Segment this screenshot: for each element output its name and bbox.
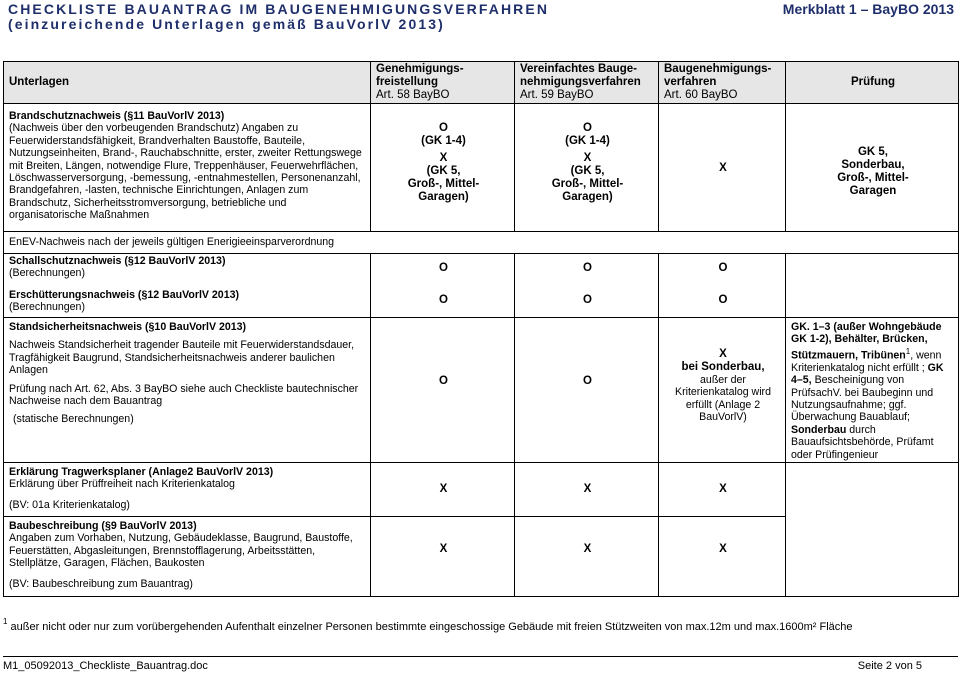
enev-description: EnEV-Nachweis nach der jeweils gültigen Enerigieeinsparverordnung <box>4 232 959 254</box>
schallschutz-baugenehmigung: O <box>659 254 786 288</box>
erschuetterung-freistellung: O <box>371 288 515 318</box>
schall-erschuett-pruefung <box>786 254 959 318</box>
baubeschreibung-vereinfacht: X <box>515 517 659 597</box>
standsicherheit-pruefung: GK. 1–3 (außer Wohngebäude GK 1-2), Behälter, Brücken, Stützmauern, Tribünen$^1$, wenn Kriterienkatalog nicht erfüllt ; GK 4–5, Bescheinigung von PrüfsachV. bei Baubeginn und Nutzungsaufnahme; ggf. Überwachung Bauablauf; Sonderbau durch Bauaufsichtsbehörde, Prüfamt oder Prüfingenieur <box>786 318 959 463</box>
schallschutz-description: Schallschutznachweis (§12 BauVorlV 2013) (Berechnungen) <box>4 254 371 288</box>
footnote <box>3 617 853 633</box>
brandschutz-freistellung: O (GK 1-4) X (GK 5, Groß-, Mittel- Garagen) <box>371 104 515 232</box>
table-row-tragwerksplaner <box>4 463 959 517</box>
footnote-text: außer nicht oder nur zum vorübergehenden Aufenthalt einzelner Personen bestimmte eingeschossige Gebäude mit freien Stützweiten von max.12m und max.1600m² Fläche <box>10 621 853 633</box>
trag-baubeschr-pruefung <box>786 463 959 597</box>
baubeschreibung-baugenehmigung: X <box>659 517 786 597</box>
header-freistellung: Genehmigungs- freistellung Art. 58 BayBO <box>371 62 515 104</box>
tragwerksplaner-description: Erklärung Tragwerksplaner (Anlage2 BauVorlV 2013) Erklärung über Prüffreiheit nach Kriterienkatalog (BV: 01a Kriterienkatalog) <box>4 463 371 517</box>
schallschutz-freistellung: O <box>371 254 515 288</box>
footer-divider <box>3 656 958 657</box>
table-header-row <box>4 62 959 104</box>
footnote-mark: 1 <box>3 617 8 626</box>
brandschutz-vereinfacht: O (GK 1-4) X (GK 5, Groß-, Mittel- Garagen) <box>515 104 659 232</box>
header-vereinfacht: Vereinfachtes Bauge- nehmigungsverfahren Art. 59 BayBO <box>515 62 659 104</box>
standsicherheit-baugenehmigung: X bei Sonderbau, außer der Kriterienkatalog wird erfüllt (Anlage 2 BauVorlV) <box>659 318 786 463</box>
sheet-label: Merkblatt 1 – BayBO 2013 <box>782 1 954 17</box>
table-row-enev <box>4 232 959 254</box>
table-row-schallschutz <box>4 254 959 288</box>
standsicherheit-freistellung: O <box>371 318 515 463</box>
tragwerksplaner-vereinfacht: X <box>515 463 659 517</box>
table-row-standsicherheit <box>4 318 959 463</box>
standsicherheit-description: Standsicherheitsnachweis (§10 BauVorlV 2013) Nachweis Standsicherheit tragender Bauteile mit Feuerwiderstandsdauer, Tragfähigkeit Baugrund, Standsicherheitsnachweis anderer baulichen Anlagen Prüfung nach Art. 62, Abs. 3 BayBO siehe auch Checkliste bautechnischer Nachweise nach dem Bauantrag (statische Berechnungen) <box>4 318 371 463</box>
footer-page-number: Seite 2 von 5 <box>857 660 922 672</box>
baubeschreibung-description: Baubeschreibung (§9 BauVorlV 2013) Angaben zum Vorhaben, Nutzung, Gebäudeklasse, Baugrund, Baustoffe, Feuerstätten, Abgasleitungen, Brennstofflagerung, Arbeitsstätten, Stellplätze, Garagen, Flächen, Baukosten (BV: Baubeschreibung zum Bauantrag) <box>4 517 371 597</box>
erschuetterung-baugenehmigung: O <box>659 288 786 318</box>
header-baugenehmigung: Baugenehmigungs- verfahren Art. 60 BayBO <box>659 62 786 104</box>
erschuetterung-description: Erschütterungsnachweis (§12 BauVorlV 2013) (Berechnungen) <box>4 288 371 318</box>
standsicherheit-vereinfacht: O <box>515 318 659 463</box>
page-header <box>0 0 960 34</box>
footer-filename: M1_05092013_Checkliste_Bauantrag.doc <box>3 660 208 672</box>
document-subtitle: (einzureichende Unterlagen gemäß BauVorlV 2013) <box>8 16 445 32</box>
erschuetterung-vereinfacht: O <box>515 288 659 318</box>
table-row-brandschutz <box>4 104 959 232</box>
tragwerksplaner-baugenehmigung: X <box>659 463 786 517</box>
schallschutz-vereinfacht: O <box>515 254 659 288</box>
baubeschreibung-freistellung: X <box>371 517 515 597</box>
document-title: CHECKLISTE BAUANTRAG IM BAUGENEHMIGUNGSVERFAHREN <box>8 1 550 17</box>
header-unterlagen: Unterlagen <box>4 62 371 104</box>
brandschutz-description: Brandschutznachweis (§11 BauVorlV 2013) (Nachweis über den vorbeugenden Brandschutz) Angaben zu Feuerwiderstandsfähigkeit, Brandverhalten Baustoffe, Bauteile, Nutzungseinheiten, Brand-, Rauchabschnitte, erster, zweiter Rettungswege mit Breiten, Längen, notwendige Flure, Treppenhäuser, Feuerwehrflächen, Löschwasserversorgung, -bemessung, -entnahmestellen, Personenanzahl, Brandgefahren, -lasten, technische Einrichtungen, Anlagen zum Brandschutz, Sicherheitsstromversorgung, betriebliche und organisatorische Maßnahmen <box>4 104 371 232</box>
header-pruefung: Prüfung <box>786 62 959 104</box>
brandschutz-baugenehmigung: X <box>659 104 786 232</box>
brandschutz-pruefung: GK 5, Sonderbau, Groß-, Mittel- Garagen <box>786 104 959 232</box>
checklist-table <box>3 61 959 597</box>
tragwerksplaner-freistellung: X <box>371 463 515 517</box>
